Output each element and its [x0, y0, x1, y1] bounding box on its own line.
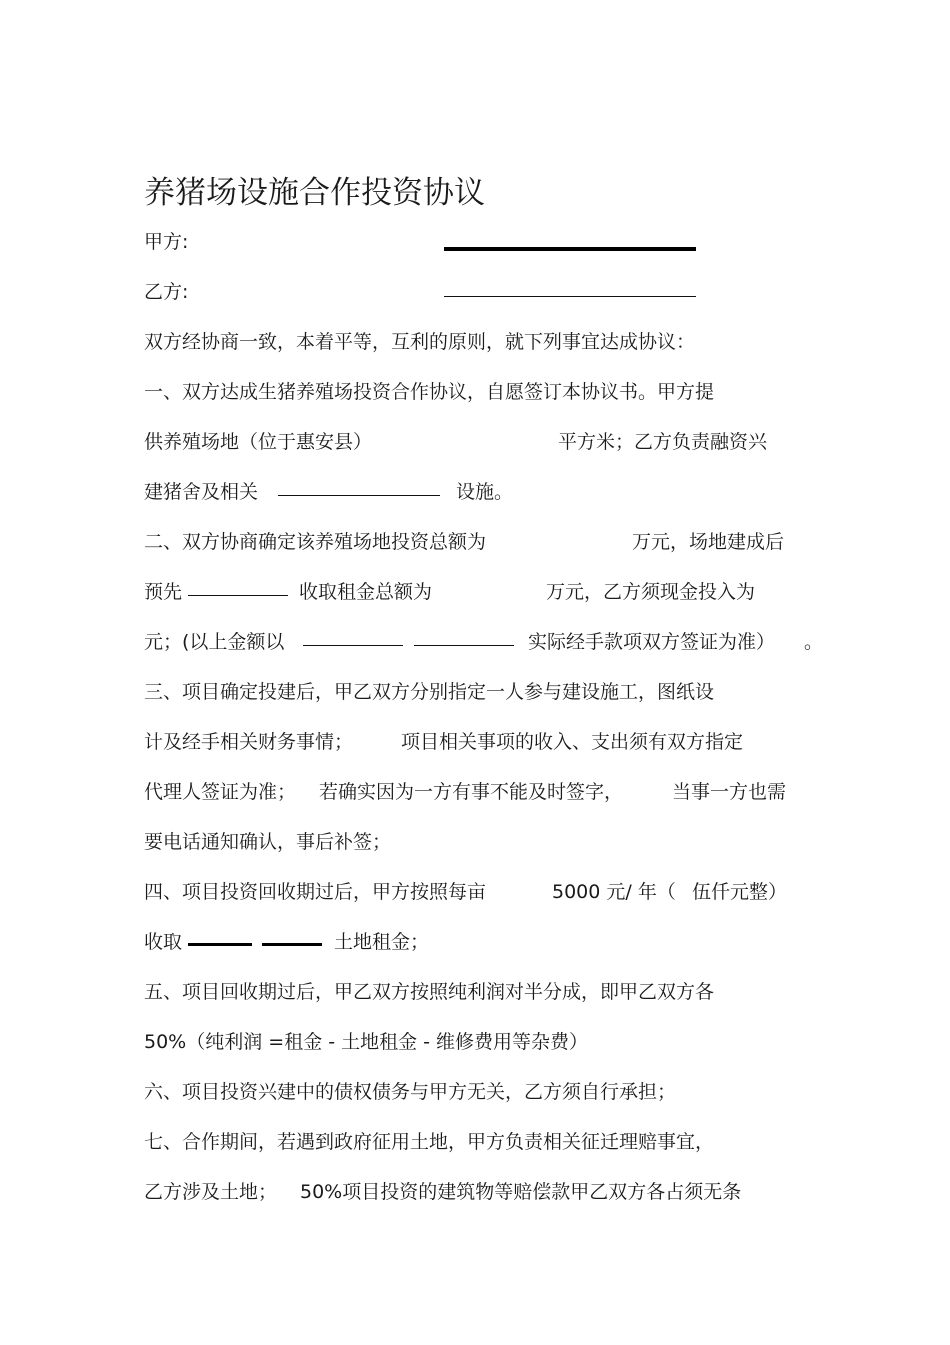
clause1-area-text: 平方米；乙方负责融资兴 — [558, 431, 768, 453]
clause2-amount-text: 元；(以上金额以 — [144, 631, 285, 653]
document-title: 养猪场设施合作投资协议 — [144, 175, 485, 211]
clause5-text: 五、项目回收期过后，甲乙双方按照纯利润对半分成，即甲乙双方各 — [144, 981, 715, 1003]
clause1-text: 一、双方达成生猪养殖场投资合作协议，自愿签订本协议书。甲方提 — [144, 381, 715, 403]
collect-blank-1[interactable] — [188, 943, 252, 946]
clause3-finance-text: 计及经手相关财务事情； — [144, 731, 354, 753]
amount-blank-1[interactable] — [303, 645, 403, 646]
clause2-rent-text: 收取租金总额为 — [299, 581, 433, 603]
clause3-signature-text: 项目相关事项的收入、支出须有双方指定 — [401, 731, 744, 753]
clause7-compensation-text: 50%项目投资的建筑物等赔偿款甲乙双方各占须无条 — [300, 1181, 742, 1203]
intro-text: 双方经协商一致，本着平等，互利的原则，就下列事宜达成协议： — [144, 331, 696, 353]
clause7-land-text: 乙方涉及土地； — [144, 1181, 278, 1203]
clause1-facility-suffix: 设施。 — [456, 481, 514, 503]
clause4-land-rent-text: 土地租金； — [334, 931, 430, 953]
clause3-confirm-text: 要电话通知确认，事后补签； — [144, 831, 392, 853]
clause4-rate-text: 5000 元/ 年（ — [552, 881, 676, 903]
party-b-label: 乙方: — [144, 281, 189, 303]
clause7-text: 七、合作期间，若遇到政府征用土地，甲方负责相关征迁理赔事宜， — [144, 1131, 715, 1153]
clause2-cash-text: 万元，乙方须现金投入为 — [546, 581, 756, 603]
facility-blank[interactable] — [278, 495, 440, 496]
clause3-agent-text: 代理人签证为准； — [144, 781, 297, 803]
clause2-basis-text: 实际经手款项双方签证为准） — [528, 631, 776, 653]
clause3-text: 三、项目确定投建后，甲乙双方分别指定一人参与建设施工，图纸设 — [144, 681, 715, 703]
party-a-label: 甲方: — [144, 231, 189, 253]
clause4-collect-text: 收取 — [144, 931, 183, 953]
advance-blank[interactable] — [188, 595, 288, 596]
clause3-absence-text: 若确实因为一方有事不能及时签字， — [319, 781, 624, 803]
collect-blank-2[interactable] — [262, 943, 322, 946]
clause4-rate-words: 伍仟元整） — [692, 881, 788, 903]
clause3-party-text: 当事一方也需 — [672, 781, 787, 803]
clause1-location-text: 供养殖场地（位于惠安县） — [144, 431, 373, 453]
clause2-text: 二、双方协商确定该养殖场地投资总额为 — [144, 531, 487, 553]
clause6-text: 六、项目投资兴建中的债权债务与甲方无关，乙方须自行承担； — [144, 1081, 677, 1103]
amount-blank-2[interactable] — [414, 645, 514, 646]
clause2-period: 。 — [804, 631, 824, 653]
clause4-text: 四、项目投资回收期过后，甲方按照每亩 — [144, 881, 487, 903]
party-a-blank[interactable] — [444, 247, 696, 251]
clause1-facility-text: 建猪舍及相关 — [144, 481, 259, 503]
clause2-total-unit: 万元，场地建成后 — [632, 531, 785, 553]
party-b-blank[interactable] — [444, 296, 696, 297]
clause2-advance-text: 预先 — [144, 581, 183, 603]
clause5-formula-text: 50%（纯利润 =租金 - 土地租金 - 维修费用等杂费） — [144, 1031, 589, 1053]
